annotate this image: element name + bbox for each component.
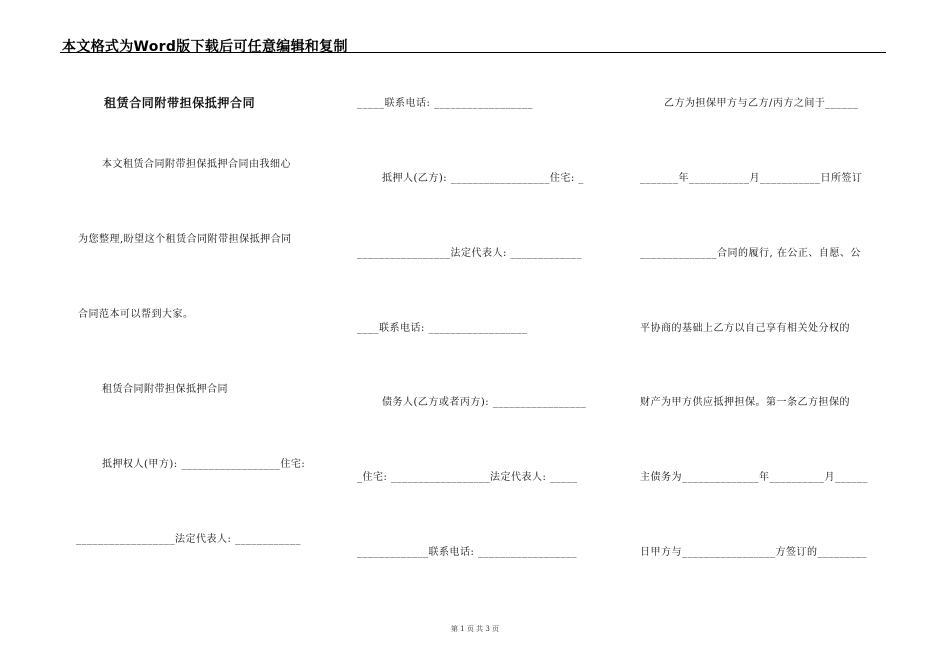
text-line: 合同范本可以帮到大家。 [78, 309, 194, 320]
text-line: 财产为甲方供应抵押担保。第一条乙方担保的 [640, 397, 850, 408]
text-line: _________________法定代表人: _____________ [357, 248, 583, 259]
text-line: 租赁合同附带担保抵押合同 [102, 384, 228, 395]
text-line: ____联系电话: __________________ [357, 323, 528, 334]
text-line: 乙方为担保甲方与乙方/丙方之间于______ [664, 98, 859, 109]
text-line: 为您整理,盼望这个租赁合同附带担保抵押合同 [78, 234, 292, 245]
text-line: __________________法定代表人: ____________ [76, 534, 302, 545]
text-line: 平协商的基础上乙方以自己享有相关处分权的 [640, 323, 850, 334]
text-line: _住宅: __________________法定代表人: _____ [357, 472, 578, 483]
text-line: 主债务为______________年__________月______ [640, 472, 868, 483]
text-line: 抵押权人(甲方): __________________住宅: [102, 459, 306, 470]
text-line: 本文租赁合同附带担保抵押合同由我细心 [102, 159, 291, 170]
header-divider [60, 52, 886, 53]
text-line: 日甲方与_________________方签订的_________ [640, 547, 867, 558]
document-title: 租赁合同附带担保抵押合同 [104, 96, 256, 110]
document-header: 本文格式为Word版下载后可任意编辑和复制 [62, 39, 348, 55]
text-line: 抵押人(乙方): __________________住宅: _ [382, 173, 584, 184]
text-line: _____联系电话: __________________ [357, 98, 534, 109]
text-line: ______________合同的履行, 在公正、自愿、公 [640, 248, 861, 259]
page-number: 第 1 页 共 3 页 [450, 625, 500, 633]
text-line: 债务人(乙方或者丙方): _________________ [382, 397, 587, 408]
text-line: _____________联系电话: __________________ [357, 547, 578, 558]
text-line: _______年___________月___________日所签订 [640, 173, 863, 184]
